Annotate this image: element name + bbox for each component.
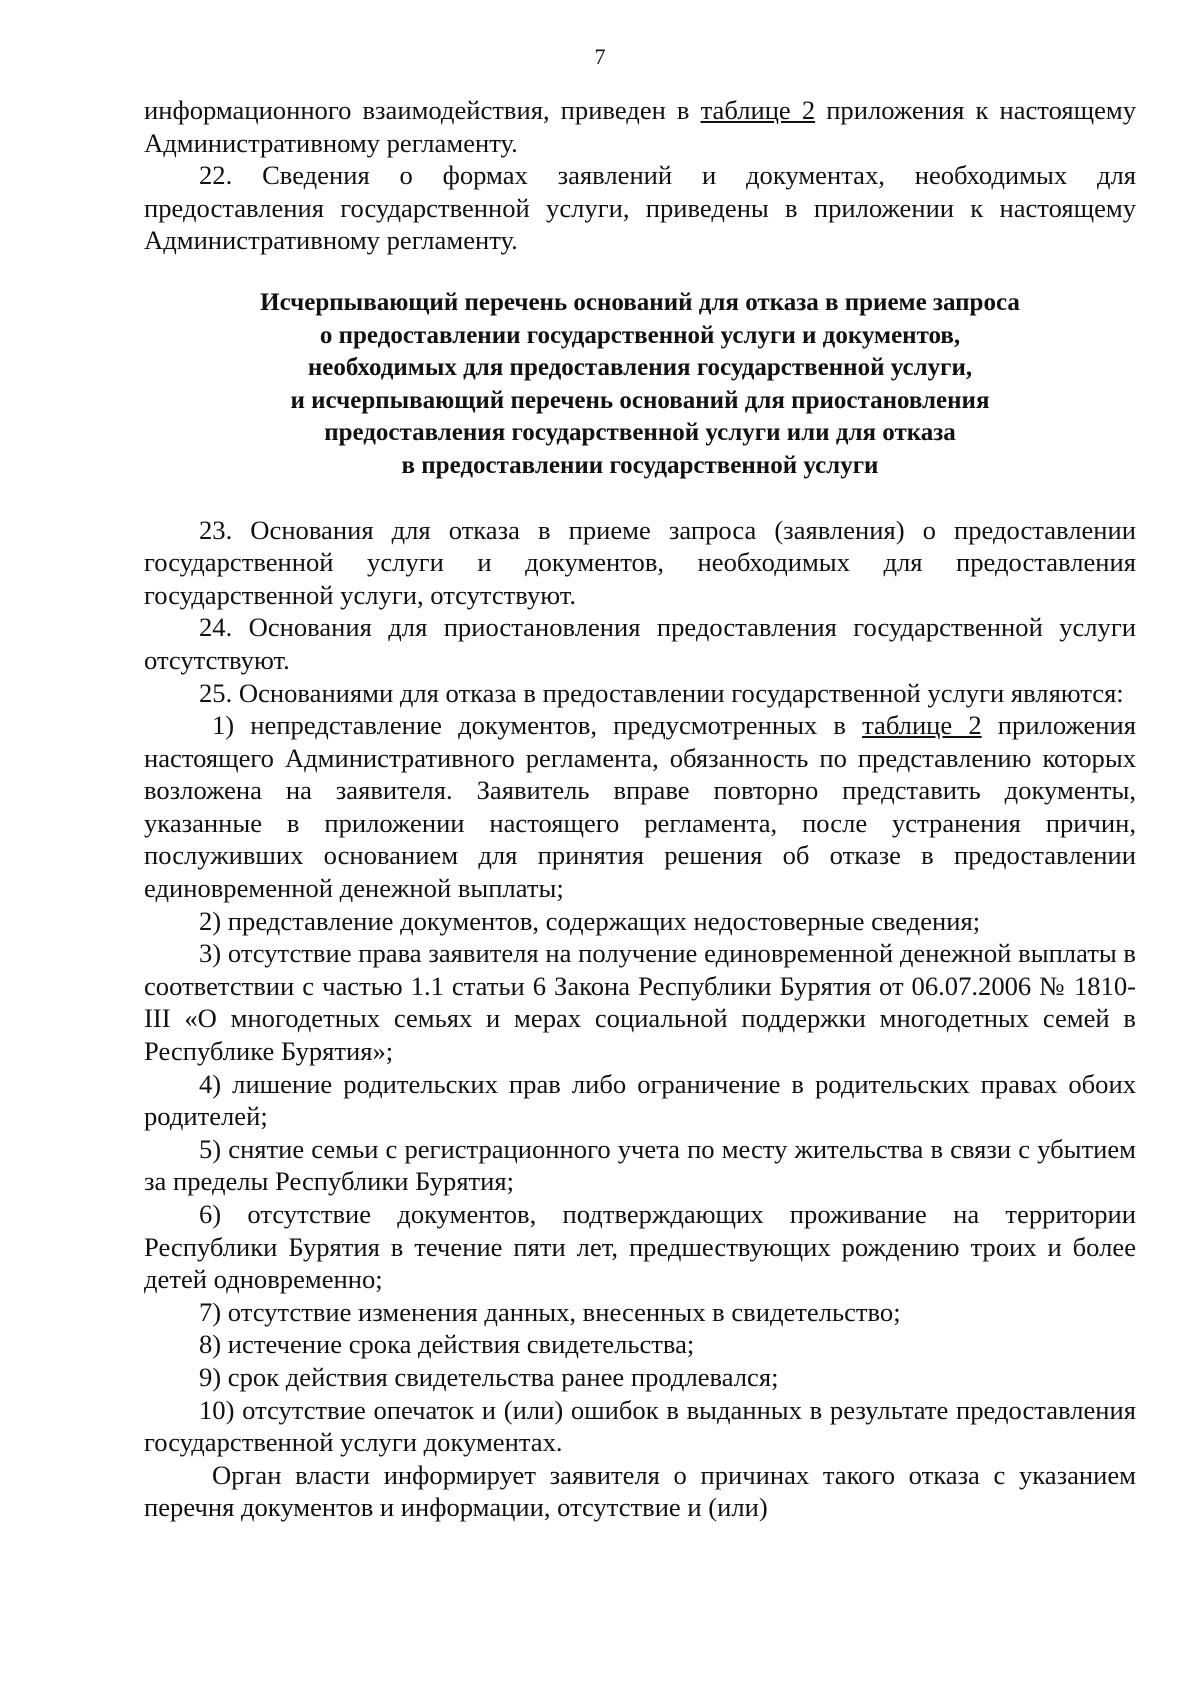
- item-1-text-start: 1) непредставление документов, предусмотренных в: [212, 710, 863, 741]
- document-body: [144, 94, 1136, 1524]
- section-heading: [144, 287, 1136, 483]
- list-item-4: 4) лишение родительских прав либо ограничение в родительских правах обоих родителей;: [144, 1068, 1136, 1132]
- paragraph-22: 22. Сведения о формах заявлений и документах, необходимых для предоставления государственной услуги, приведены в приложении к настоящему Административному регламенту.: [144, 160, 1136, 256]
- table-2-reference-link[interactable]: таблице 2: [700, 95, 816, 125]
- heading-line: о предоставлении государственной услуги и документов,: [319, 321, 961, 349]
- list-item-3: 3) отсутствие права заявителя на получение единовременной денежной выплаты в соответствии с частью 1.1 статьи 6 Закона Республики Бурятия от 06.07.2006 № 1810-III «О многодетных семьях и мерах социальной поддержки многодетных семей в Республике Бурятия»;: [144, 938, 1136, 1067]
- heading-line: предоставления государственной услуги или для отказа: [324, 419, 956, 447]
- heading-line: Исчерпывающий перечень оснований для отказа в приеме запроса: [260, 288, 1020, 316]
- page-number: 7: [594, 44, 606, 69]
- intro-text-start: информационного взаимодействия, приведен в: [144, 95, 701, 125]
- paragraph-23: 23. Основания для отказа в приеме запроса (заявления) о предоставлении государственной услуги и документов, необходимых для предоставления государственной услуги, отсутствуют.: [144, 514, 1136, 610]
- list-item-5: 5) снятие семьи с регистрационного учета по месту жительства в связи с убытием за пределы Республики Бурятия;: [144, 1133, 1136, 1197]
- list-item-9: 9) срок действия свидетельства ранее продлевался;: [199, 1361, 779, 1392]
- paragraph-24: 24. Основания для приостановления предоставления государственной услуги отсутствуют.: [144, 612, 1136, 675]
- list-item-6: 6) отсутствие документов, подтверждающих проживание на территории Республики Бурятия в течение пяти лет, предшествующих рождению троих и более детей одновременно;: [144, 1199, 1136, 1295]
- paragraph-25: 25. Основаниями для отказа в предоставлении государственной услуги являются:: [199, 677, 1124, 708]
- list-item-8: 8) истечение срока действия свидетельства;: [199, 1329, 695, 1360]
- intro-paragraph: [144, 94, 1136, 159]
- final-paragraph: Орган власти информирует заявителя о причинах такого отказа с указанием перечня документов и информации, отсутствие и (или): [144, 1459, 1136, 1523]
- intro-text-end: приложения к настоящему Административному регламенту.: [144, 95, 1137, 158]
- heading-line: в предоставлении государственной услуги: [401, 451, 879, 479]
- table-2-reference-link[interactable]: таблице 2: [862, 710, 982, 741]
- list-item-2: 2) представление документов, содержащих недостоверные сведения;: [199, 905, 981, 936]
- item-1-text-end: приложения настоящего Административного регламента, обязанность по представлению которых возложена на заявителя. Заявитель вправе повторно представить документы, указанные в приложении настоящего регламента, после устранения причин, послуживших основанием для принятия решения об отказе в предоставлении единовременной денежной выплаты;: [144, 710, 1136, 904]
- heading-line: необходимых для предоставления государственной услуги,: [307, 354, 973, 382]
- heading-line: и исчерпывающий перечень оснований для приостановления: [290, 386, 990, 414]
- list-item-7: 7) отсутствие изменения данных, внесенных в свидетельство;: [199, 1296, 901, 1327]
- list-item-1: [144, 709, 1136, 905]
- list-item-10: 10) отсутствие опечаток и (или) ошибок в выданных в результате предоставления государственной услуги документах.: [144, 1394, 1136, 1458]
